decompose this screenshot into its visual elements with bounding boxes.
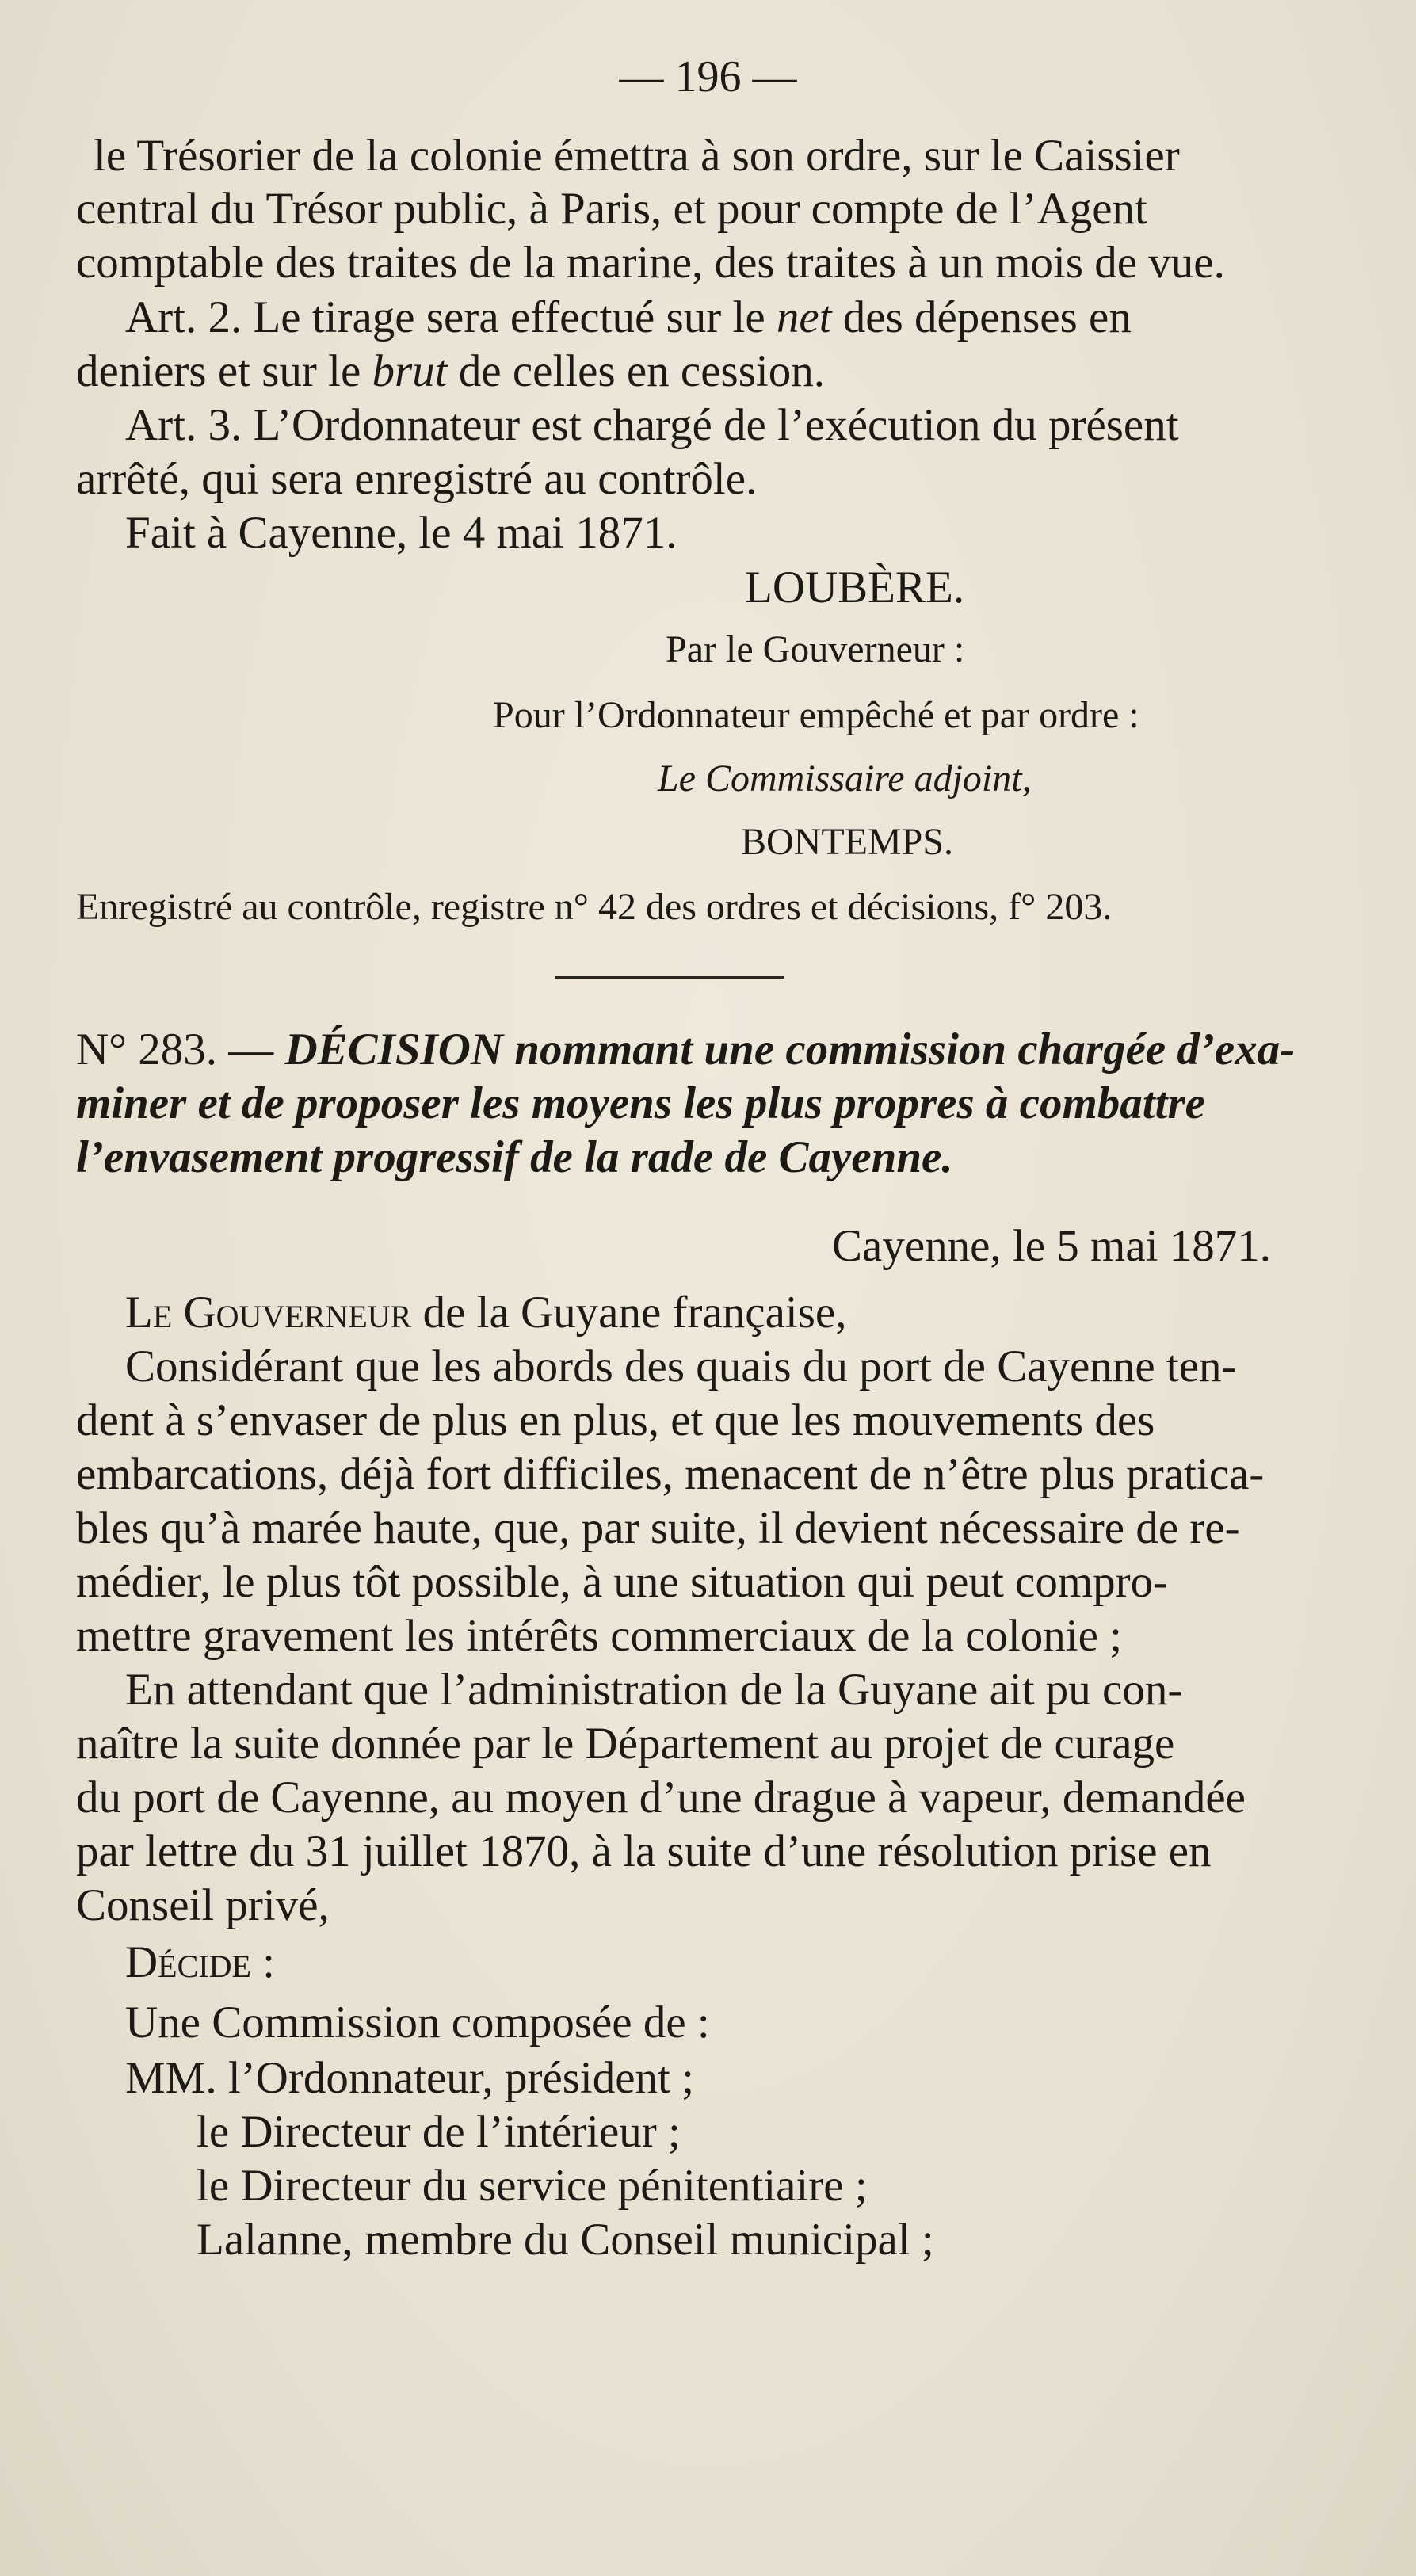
article-3-line: Art. 3. L’Ordonnateur est chargé de l’exécution du présent [125, 400, 1179, 450]
commissaire-adjoint: Le Commissaire adjoint, [658, 758, 1032, 800]
decision-date: Cayenne, le 5 mai 1871. [832, 1221, 1272, 1271]
considerant-line: dent à s’envaser de plus en plus, et que les mouvements des [76, 1395, 1155, 1445]
text-line: comptable des traites de la marine, des traites à un mois de vue. [76, 238, 1225, 288]
considerant-line: mettre gravement les intérêts commerciaux de la colonie ; [76, 1611, 1122, 1661]
member-line: le Directeur du service pénitentiaire ; [197, 2161, 868, 2211]
text-span: Art. 2. Le tirage sera effectué sur le [125, 292, 777, 342]
considerant-line: bles qu’à marée haute, que, par suite, il devient nécessaire de re- [76, 1503, 1240, 1553]
signature-bontemps: BONTEMPS. [741, 821, 954, 863]
emphasis: net [776, 292, 832, 342]
gouverneur-title: Le Gouverneur [125, 1288, 412, 1338]
decide-label: Décide : [125, 1937, 276, 1987]
member-line: le Directeur de l’intérieur ; [197, 2107, 681, 2157]
text-span: deniers et sur le [76, 346, 372, 396]
article-2-line [76, 344, 825, 399]
commission-line: Une Commission composée de : [125, 1998, 710, 2047]
attendant-line: En attendant que l’administration de la Guyane ait pu con- [125, 1665, 1183, 1715]
text-span: de la Guyane française, [411, 1288, 847, 1338]
text-span: de celles en cession. [447, 346, 825, 396]
signature-loubere: LOUBÈRE. [745, 563, 965, 613]
member-line: MM. l’Ordonnateur, président ; [125, 2053, 694, 2103]
article-3-line: arrêté, qui sera enregistré au contrôle. [76, 454, 758, 504]
page-number: — 196 — [619, 52, 797, 101]
intro-line [125, 1285, 846, 1341]
attendant-line: naître la suite donnée par le Département au projet de curage [76, 1719, 1175, 1769]
decision-heading [76, 1022, 1295, 1078]
separator-rule [555, 976, 784, 979]
considerant-line: Considérant que les abords des quais du port de Cayenne ten- [125, 1341, 1237, 1391]
decision-title: DÉCISION nommant une commission chargée d’exa- [284, 1025, 1296, 1074]
par-le-gouverneur: Par le Gouverneur : [666, 628, 965, 670]
attendant-line: par lettre du 31 juillet 1870, à la suite d’une résolution prise en [76, 1826, 1212, 1876]
text-line: le Trésorier de la colonie émettra à son ordre, sur le Caissier [94, 131, 1180, 181]
attendant-line: du port de Cayenne, au moyen d’une drague à vapeur, demandée [76, 1773, 1246, 1822]
decision-number: N° 283. — [76, 1025, 285, 1074]
fait-date: Fait à Cayenne, le 4 mai 1871. [125, 508, 677, 558]
decision-title-line: l’envasement progressif de la rade de Cayenne. [76, 1132, 953, 1182]
considerant-line: embarcations, déjà fort difficiles, menacent de n’être plus pratica- [76, 1449, 1265, 1499]
considerant-line: médier, le plus tôt possible, à une situation qui peut compro- [76, 1557, 1169, 1607]
article-2-line [125, 290, 1132, 345]
member-line: Lalanne, membre du Conseil municipal ; [197, 2215, 934, 2265]
text-line: central du Trésor public, à Paris, et pour compte de l’Agent [76, 184, 1147, 234]
decision-title-line: miner et de proposer les moyens les plus propres à combattre [76, 1078, 1205, 1128]
enregistre-note: Enregistré au contrôle, registre n° 42 des ordres et décisions, f° 203. [76, 886, 1113, 928]
text-span: des dépenses en [831, 292, 1132, 342]
attendant-line: Conseil privé, [76, 1880, 330, 1930]
emphasis: brut [372, 346, 448, 396]
pour-ordonnateur: Pour l’Ordonnateur empêché et par ordre : [493, 694, 1139, 736]
